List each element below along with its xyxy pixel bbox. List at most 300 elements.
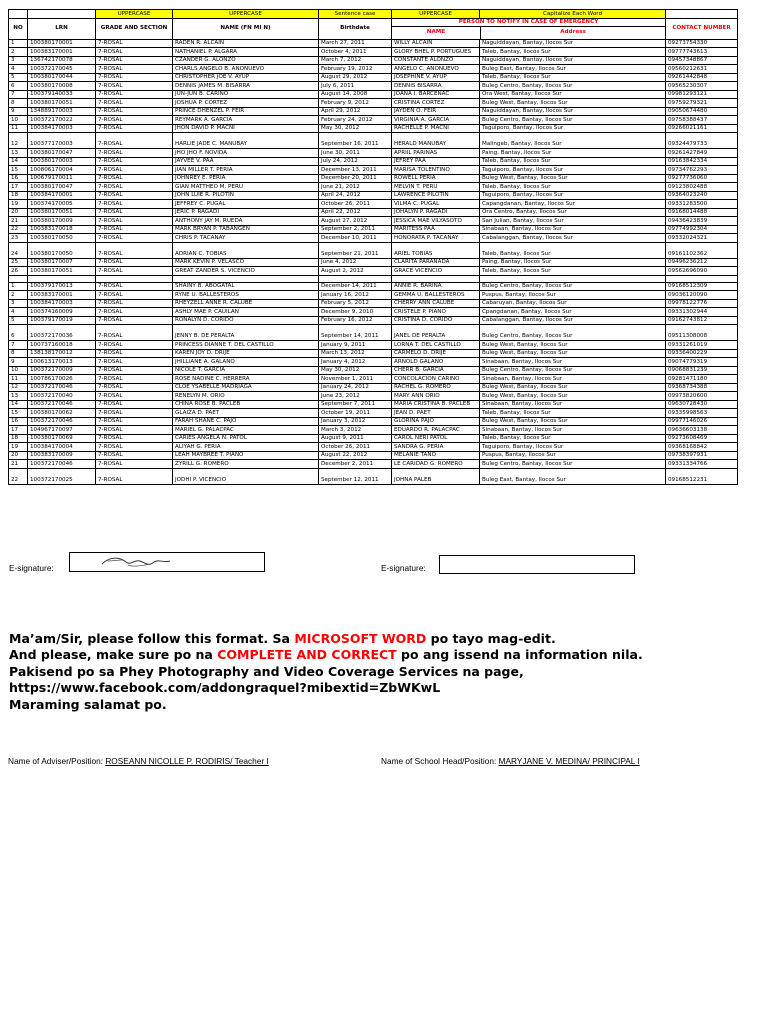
- row-lrn: 100372170046: [28, 417, 96, 426]
- student-row: [9, 299, 738, 308]
- row-notify-name: HONORATA P. TACANAY: [392, 234, 480, 243]
- facebook-link[interactable]: https://www.facebook.com/addongraquel?mibextid=ZbWKwL: [9, 680, 441, 696]
- row-contact: 09335998563: [666, 409, 738, 418]
- row-birthdate: December 13, 2011: [319, 166, 392, 175]
- row-grade: 7-ROSAL: [96, 90, 173, 99]
- row-grade: 7-ROSAL: [96, 39, 173, 48]
- row-lrn: 100379140033: [28, 90, 96, 99]
- row-contact: 09123802488: [666, 183, 738, 192]
- row-no: 11: [9, 124, 28, 133]
- row-lrn: 100372170009: [28, 366, 96, 375]
- row-contact: 09261427849: [666, 149, 738, 158]
- row-grade: 7-ROSAL: [96, 208, 173, 217]
- row-grade: 7-ROSAL: [96, 308, 173, 317]
- row-notify-name: MELVIN T. PERU: [392, 183, 480, 192]
- row-notify-name: WILLY ALCAIN: [392, 39, 480, 48]
- row-name: CZANDER G. ALONZO: [173, 56, 319, 65]
- row-address: Buleg Centro, Bantay, Ilocos Sur: [480, 366, 666, 375]
- row-notify-name: LORNA T. DEL CASTILLO: [392, 341, 480, 350]
- row-contact: 09324479733: [666, 133, 738, 149]
- name-format-note: UPPERCASE: [173, 10, 319, 19]
- row-lrn: 100384170003: [28, 299, 96, 308]
- row-lrn: 104967170097: [28, 426, 96, 435]
- student-row: [9, 48, 738, 57]
- row-name: MARK BRYAN P. TABANGEN: [173, 225, 319, 234]
- col-lrn: LRN: [28, 18, 96, 39]
- row-address: Taleb, Bantay, Ilocos Sur: [480, 73, 666, 82]
- row-birthdate: April 29, 2012: [319, 107, 392, 116]
- row-name: ANTHONY JAY M. RUEDA: [173, 217, 319, 226]
- row-contact: 09560212631: [666, 65, 738, 74]
- row-address: Buleg West, Bantay, Ilocos Sur: [480, 99, 666, 108]
- row-birthdate: September 16, 2011: [319, 133, 392, 149]
- row-address: Taguiporo, Bantay, Ilocos Sur: [480, 124, 666, 133]
- row-birthdate: March 27, 2011: [319, 39, 392, 48]
- row-birthdate: August 27, 2012: [319, 217, 392, 226]
- student-row: [9, 56, 738, 65]
- row-no: 3: [9, 56, 28, 65]
- row-notify-name: MARY ANN ORIO: [392, 392, 480, 401]
- row-no: 8: [9, 99, 28, 108]
- row-contact: 09977146026: [666, 417, 738, 426]
- row-grade: 7-ROSAL: [96, 234, 173, 243]
- row-grade: 7-ROSAL: [96, 426, 173, 435]
- row-address: Malingeb, Bantay, Ilocos Sur: [480, 133, 666, 149]
- row-address: Sinabaan, Bantay, Ilocos Sur: [480, 358, 666, 367]
- row-birthdate: October 19, 2011: [319, 409, 392, 418]
- student-row: [9, 460, 738, 469]
- row-address: Buleg West, Bantay, Ilocos Sur: [480, 383, 666, 392]
- row-address: Ora West, Bantay, Ilocos Sur: [480, 90, 666, 99]
- row-contact: 09368168842: [666, 443, 738, 452]
- row-no: 5: [9, 73, 28, 82]
- row-notify-name: RACHELLE P. MACNI: [392, 124, 480, 133]
- row-address: Buleg Centro, Bantay, Ilocos Sur: [480, 116, 666, 125]
- row-address: Taguiporo, Bantay, Ilocos Sur: [480, 166, 666, 175]
- instruction-line-2: And please, make sure po na COMPLETE AND CORRECT po ang issend na information nila.: [9, 647, 643, 663]
- row-name: NICOLE T. GARCIA: [173, 366, 319, 375]
- col-name: NAME (FN MI N): [173, 18, 319, 39]
- row-lrn: 100379170013: [28, 282, 96, 291]
- row-birthdate: December 9, 2010: [319, 308, 392, 317]
- row-birthdate: September 12, 2011: [319, 468, 392, 484]
- row-name: REYMARK A. GARCIA: [173, 116, 319, 125]
- row-grade: 7-ROSAL: [96, 451, 173, 460]
- row-notify-name: CRISTELE P. PIANO: [392, 308, 480, 317]
- row-lrn: 100383170009: [28, 451, 96, 460]
- row-address: Buleg West, Bantay, Ilocos Sur: [480, 341, 666, 350]
- row-grade: 7-ROSAL: [96, 82, 173, 91]
- row-no: 22: [9, 468, 28, 484]
- row-grade: 7-ROSAL: [96, 133, 173, 149]
- row-grade: 7-ROSAL: [96, 225, 173, 234]
- row-grade: 7-ROSAL: [96, 157, 173, 166]
- row-no: 7: [9, 90, 28, 99]
- row-address: Cabalanggan, Bantay, Ilocos Sur: [480, 316, 666, 325]
- row-notify-name: GRACE VICENCIO: [392, 267, 480, 276]
- row-notify-name: JAYDEN O. FEIR: [392, 107, 480, 116]
- row-notify-name: ARNOLD GALANO: [392, 358, 480, 367]
- row-grade: 7-ROSAL: [96, 383, 173, 392]
- row-lrn: 100380170009: [28, 217, 96, 226]
- row-contact: 09565230307: [666, 82, 738, 91]
- row-name: JHILLIANE A. GALANO: [173, 358, 319, 367]
- row-lrn: 134889170003: [28, 107, 96, 116]
- student-row: [9, 73, 738, 82]
- row-contact: 09261442848: [666, 73, 738, 82]
- adviser-line: [8, 756, 269, 766]
- row-contact: 09774992304: [666, 225, 738, 234]
- row-lrn: 100380170047: [28, 183, 96, 192]
- row-grade: 7-ROSAL: [96, 468, 173, 484]
- row-contact: 09738397931: [666, 451, 738, 460]
- row-name: DENNIS JAMES M. BISARRA: [173, 82, 319, 91]
- student-row: [9, 267, 738, 276]
- row-grade: 7-ROSAL: [96, 291, 173, 300]
- row-no: 17: [9, 183, 28, 192]
- row-grade: 7-ROSAL: [96, 341, 173, 350]
- row-notify-name: GEMMA U. BALLESTEROS: [392, 291, 480, 300]
- instruction-line-5: Maraming salamat po.: [9, 696, 167, 712]
- row-name: MARIEL G. PALACPAC: [173, 426, 319, 435]
- row-birthdate: September 2, 2011: [319, 225, 392, 234]
- row-address: Paing, Bantay, Ilocos Sur: [480, 258, 666, 267]
- student-row: [9, 39, 738, 48]
- row-grade: 7-ROSAL: [96, 267, 173, 276]
- row-birthdate: June 30, 2011: [319, 149, 392, 158]
- student-row: [9, 426, 738, 435]
- row-grade: 7-ROSAL: [96, 200, 173, 209]
- format-notes-row: [9, 10, 738, 19]
- row-name: JEFFREY C. PUGAL: [173, 200, 319, 209]
- student-row: [9, 358, 738, 367]
- row-notify-name: JANEL DE PERALTA: [392, 325, 480, 341]
- row-lrn: 100380170044: [28, 73, 96, 82]
- row-name: CHINA ROSE B. PACLEB: [173, 400, 319, 409]
- row-contact: 09168512309: [666, 282, 738, 291]
- row-no: 12: [9, 133, 28, 149]
- row-contact: 09281471180: [666, 375, 738, 384]
- student-row: [9, 325, 738, 341]
- school-head-value: MARYJANE V. MEDINA/ PRINCIPAL I: [498, 756, 640, 766]
- row-contact: 09630728430: [666, 400, 738, 409]
- row-birthdate: August 22, 2012: [319, 451, 392, 460]
- row-birthdate: May 30, 2012: [319, 124, 392, 133]
- row-birthdate: October 26, 2011: [319, 443, 392, 452]
- student-row: [9, 191, 738, 200]
- row-name: JUN-JUN B. CARINO: [173, 90, 319, 99]
- row-no: 3: [9, 299, 28, 308]
- row-lrn: 100737160018: [28, 341, 96, 350]
- row-lrn: 100380170003: [28, 157, 96, 166]
- row-contact: 09336400229: [666, 349, 738, 358]
- row-grade: 7-ROSAL: [96, 56, 173, 65]
- row-no: 26: [9, 267, 28, 276]
- row-name: ASHLY MAE P. CAUILAN: [173, 308, 319, 317]
- row-lrn: 100383170001: [28, 48, 96, 57]
- row-name: HARLIE JADE C. MANUBAY: [173, 133, 319, 149]
- student-row: [9, 316, 738, 325]
- row-name: JHO JHO F. NOVIDA: [173, 149, 319, 158]
- row-no: 18: [9, 191, 28, 200]
- col-address: Address: [560, 28, 586, 35]
- row-name: ADRIAN C. TOBIAS: [173, 242, 319, 258]
- row-contact: 09981293121: [666, 90, 738, 99]
- row-notify-name: VILMA C. PUGAL: [392, 200, 480, 209]
- row-no: 9: [9, 358, 28, 367]
- row-notify-name: CRISTINA CORTEZ: [392, 99, 480, 108]
- row-grade: 7-ROSAL: [96, 282, 173, 291]
- row-name: JHON DAVID P. MACNI: [173, 124, 319, 133]
- row-birthdate: February 9, 2012: [319, 99, 392, 108]
- row-contact: 09759279321: [666, 99, 738, 108]
- row-birthdate: October 4, 2011: [319, 48, 392, 57]
- row-address: Sinabaan, Bantay, Ilocos Sur: [480, 426, 666, 435]
- row-name: JAYVEE V. PAA: [173, 157, 319, 166]
- row-lrn: 100372170040: [28, 392, 96, 401]
- row-birthdate: September 14, 2011: [319, 325, 392, 341]
- row-birthdate: March 13, 2012: [319, 349, 392, 358]
- student-row: [9, 149, 738, 158]
- row-contact: 09636603138: [666, 426, 738, 435]
- row-lrn: 100379170019: [28, 316, 96, 325]
- address-format-note: Capitalize Each Word: [480, 10, 666, 19]
- row-birthdate: August 2, 2012: [319, 267, 392, 276]
- row-notify-name: DENNIS BISARRA: [392, 82, 480, 91]
- row-notify-name: HERALD MANUBAY: [392, 133, 480, 149]
- row-lrn: 100374160009: [28, 308, 96, 317]
- row-address: Taleb, Bantay, Ilocos Sur: [480, 183, 666, 192]
- row-lrn: 100380170050: [28, 242, 96, 258]
- row-lrn: 100380170051: [28, 208, 96, 217]
- row-contact: 09436423839: [666, 217, 738, 226]
- row-birthdate: August 14, 2008: [319, 90, 392, 99]
- row-contact: 09973820600: [666, 392, 738, 401]
- row-address: Sinabaan, Bantay, Ilocos Sur: [480, 400, 666, 409]
- school-head-line: [381, 756, 640, 766]
- row-notify-name: ROWELL PERIA: [392, 174, 480, 183]
- row-name: CHRISTOPHER JOE V. AYUP: [173, 73, 319, 82]
- student-row: [9, 258, 738, 267]
- row-lrn: 100613170013: [28, 358, 96, 367]
- row-no: 15: [9, 409, 28, 418]
- row-grade: 7-ROSAL: [96, 242, 173, 258]
- student-row: [9, 375, 738, 384]
- row-birthdate: October 26, 2011: [319, 200, 392, 209]
- row-no: 15: [9, 166, 28, 175]
- row-address: Taleb, Bantay, Ilocos Sur: [480, 48, 666, 57]
- emergency-contact-header: PERSON TO NOTIFY IN CASE OF EMERGENCY: [392, 19, 665, 27]
- row-notify-name: JOHNA PALEB: [392, 468, 480, 484]
- instruction-line-1: Ma’am/Sir, please follow this format. Sa MICROSOFT WORD po tayo mag-edit.: [9, 631, 556, 646]
- student-row: [9, 392, 738, 401]
- row-grade: 7-ROSAL: [96, 65, 173, 74]
- student-row: [9, 116, 738, 125]
- student-row: [9, 107, 738, 116]
- row-notify-name: JOHALYN P. RAGADI: [392, 208, 480, 217]
- row-grade: 7-ROSAL: [96, 316, 173, 325]
- row-birthdate: July 24, 2012: [319, 157, 392, 166]
- row-lrn: 100786170026: [28, 375, 96, 384]
- row-name: GREAT ZANDER S. VICENCIO: [173, 267, 319, 276]
- row-lrn: 100380170050: [28, 234, 96, 243]
- row-notify-name: MARIA CRISTINA B. PACLEB: [392, 400, 480, 409]
- row-no: 16: [9, 417, 28, 426]
- row-lrn: 100383170018: [28, 225, 96, 234]
- student-row: [9, 417, 738, 426]
- row-address: Taleb, Bantay, Ilocos Sur: [480, 409, 666, 418]
- row-no: 14: [9, 400, 28, 409]
- row-lrn: 100380170051: [28, 267, 96, 276]
- row-grade: 7-ROSAL: [96, 258, 173, 267]
- row-notify-name: GLORINA PAJO: [392, 417, 480, 426]
- student-row: [9, 183, 738, 192]
- row-no: 4: [9, 65, 28, 74]
- row-notify-name: CONSTANTE ALONZO: [392, 56, 480, 65]
- row-contact: 09978122776: [666, 299, 738, 308]
- row-lrn: 100380170051: [28, 99, 96, 108]
- row-lrn: 100806170004: [28, 166, 96, 175]
- school-head-esig-box[interactable]: [439, 555, 635, 574]
- instruction-line-3: Pakisend po sa Phey Photography and Video Coverage Services na page,: [9, 663, 524, 679]
- row-name: CARIES ANGELA N. PATOL: [173, 434, 319, 443]
- adviser-label: Name of Adviser/Position:: [8, 756, 106, 766]
- student-row: [9, 174, 738, 183]
- row-name: RADEN R. ALCAIN: [173, 39, 319, 48]
- student-row: [9, 400, 738, 409]
- row-lrn: 100372170046: [28, 460, 96, 469]
- row-no: 7: [9, 341, 28, 350]
- row-grade: 7-ROSAL: [96, 116, 173, 125]
- row-contact: 09364023240: [666, 191, 738, 200]
- row-lrn: 100374170005: [28, 200, 96, 209]
- row-no: 24: [9, 242, 28, 258]
- row-contact: 09277736060: [666, 174, 738, 183]
- row-birthdate: September 7, 2011: [319, 400, 392, 409]
- row-no: 20: [9, 451, 28, 460]
- student-row: [9, 200, 738, 209]
- row-name: JENNY B. DE PERALTA: [173, 325, 319, 341]
- row-name: SHAINY B. ABOGATAL: [173, 282, 319, 291]
- row-contact: 09496236212: [666, 258, 738, 267]
- row-name: ZYRILL G. ROMERO: [173, 460, 319, 469]
- row-no: 19: [9, 200, 28, 209]
- row-contact: 09168512231: [666, 468, 738, 484]
- row-birthdate: April 24, 2012: [319, 191, 392, 200]
- student-row: [9, 99, 738, 108]
- row-notify-name: ARIEL TOBIAS: [392, 242, 480, 258]
- complete-correct-highlight: COMPLETE AND CORRECT: [217, 647, 397, 663]
- row-address: Buleg West, Bantay, Ilocos Sur: [480, 174, 666, 183]
- row-lrn: 138138170012: [28, 349, 96, 358]
- row-no: 20: [9, 208, 28, 217]
- row-notify-name: ANGELO C. ANONUEVO: [392, 65, 480, 74]
- instructions: [9, 631, 643, 713]
- row-name: RONALYN D. CORIDO: [173, 316, 319, 325]
- row-grade: 7-ROSAL: [96, 325, 173, 341]
- row-no: 23: [9, 234, 28, 243]
- student-row: [9, 451, 738, 460]
- row-birthdate: January 4, 2012: [319, 358, 392, 367]
- row-notify-name: APRIIL PARINAS: [392, 149, 480, 158]
- row-grade: 7-ROSAL: [96, 366, 173, 375]
- row-grade: 7-ROSAL: [96, 191, 173, 200]
- student-row: [9, 157, 738, 166]
- row-no: 16: [9, 174, 28, 183]
- row-grade: 7-ROSAL: [96, 434, 173, 443]
- row-grade: 7-ROSAL: [96, 149, 173, 158]
- col-grade: GRADE AND SECTION: [96, 18, 173, 39]
- row-name: RHEYZELL ANNE R. CALUBE: [173, 299, 319, 308]
- row-lrn: 100384170003: [28, 124, 96, 133]
- row-address: Naguiddayan, Bantay, Ilocos Sur: [480, 107, 666, 116]
- row-no: 18: [9, 434, 28, 443]
- row-name: NATHANIEL P. ALGARA: [173, 48, 319, 57]
- row-birthdate: December 10, 2011: [319, 234, 392, 243]
- row-name: FARAH SHANE C. PAJO: [173, 417, 319, 426]
- row-contact: 09331302944: [666, 308, 738, 317]
- row-birthdate: August 29, 2012: [319, 73, 392, 82]
- row-address: Buleg Centro, Bantay, Ilocos Sur: [480, 325, 666, 341]
- row-contact: 09050674480: [666, 107, 738, 116]
- row-lrn: 100380170062: [28, 409, 96, 418]
- row-birthdate: June 4, 2012: [319, 258, 392, 267]
- row-no: 1: [9, 282, 28, 291]
- row-name: GIAN MATTHEO M. PERU: [173, 183, 319, 192]
- row-address: Cabalanggan, Bantay, Ilocos Sur: [480, 234, 666, 243]
- col-no: NO: [9, 18, 28, 39]
- row-birthdate: January 16, 2012: [319, 291, 392, 300]
- row-address: Puspus, Bantay, Ilocos Sur: [480, 291, 666, 300]
- row-address: Taguiporo, Bantay, Ilocos Sur: [480, 191, 666, 200]
- row-no: 1: [9, 39, 28, 48]
- school-head-label: Name of School Head/Position:: [381, 756, 499, 766]
- row-notify-name: EDUARDO R. PALACPAC: [392, 426, 480, 435]
- row-notify-name: CHERR B. GARCIA: [392, 366, 480, 375]
- student-row: [9, 124, 738, 133]
- row-contact: 09331261019: [666, 341, 738, 350]
- student-row: [9, 133, 738, 149]
- row-notify-name: LAWRENCE PILOTIN: [392, 191, 480, 200]
- handwritten-signature: [98, 553, 178, 571]
- row-lrn: 100377170003: [28, 133, 96, 149]
- row-notify-name: CRISTINA D. CORIDO: [392, 316, 480, 325]
- row-birthdate: September 21, 2011: [319, 242, 392, 258]
- row-address: Sinabaan, Bantay, Ilocos Sur: [480, 225, 666, 234]
- row-contact: 09266021161: [666, 124, 738, 133]
- row-address: Buleg West, Bantay, Ilocos Sur: [480, 392, 666, 401]
- row-contact: 09331334766: [666, 460, 738, 469]
- row-notify-name: SANDRA G. PERIA: [392, 443, 480, 452]
- row-grade: 7-ROSAL: [96, 392, 173, 401]
- row-lrn: 100372170036: [28, 325, 96, 341]
- row-lrn: 100372170046: [28, 383, 96, 392]
- row-address: Buleg Centro, Bantay, Ilocos Sur: [480, 82, 666, 91]
- row-birthdate: April 22, 2012: [319, 208, 392, 217]
- student-row: [9, 291, 738, 300]
- row-lrn: 100384170001: [28, 191, 96, 200]
- row-lrn: 136742170078: [28, 56, 96, 65]
- row-grade: 7-ROSAL: [96, 375, 173, 384]
- row-notify-name: CLARITA PARANADA: [392, 258, 480, 267]
- row-address: San Julian, Bantay, Ilocos Sur: [480, 217, 666, 226]
- row-address: Buleg East, Bantay, Ilocos Sur: [480, 468, 666, 484]
- row-contact: 09457348867: [666, 56, 738, 65]
- row-lrn: 100380170007: [28, 258, 96, 267]
- row-contact: 09331283500: [666, 200, 738, 209]
- row-address: Cpangdanan, Bantay, Ilocos Sur: [480, 308, 666, 317]
- adviser-esig-box[interactable]: [69, 552, 265, 572]
